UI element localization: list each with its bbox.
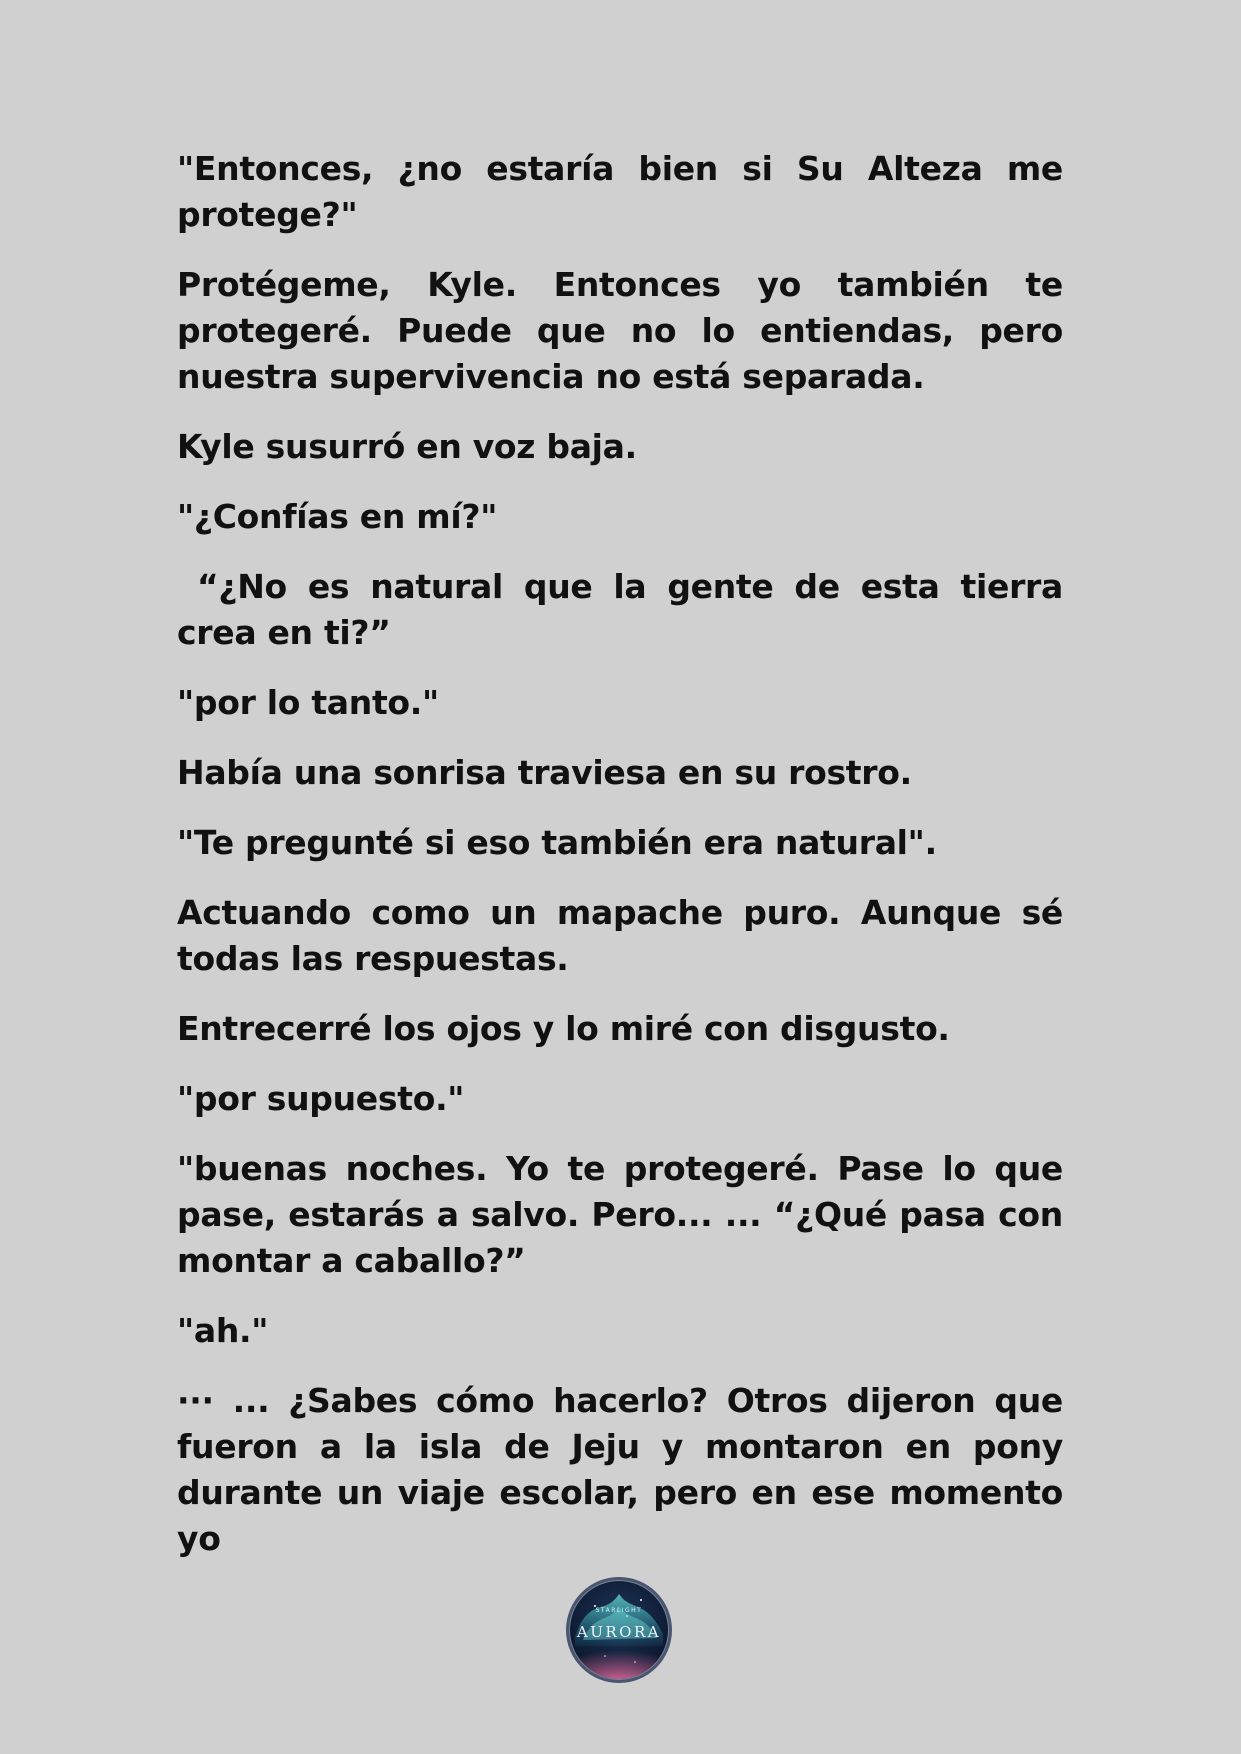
- paragraph-3: Kyle susurró en voz baja.: [177, 427, 637, 466]
- chapter-text: [177, 146, 1063, 1562]
- logo-top-text: STARLIGHT: [595, 1607, 643, 1614]
- paragraph-2: Protégeme, Kyle. Entonces yo también te protegeré. Puede que no lo entiendas, pero nuestra supervivencia no está separada.: [177, 265, 1063, 396]
- aurora-logo: [565, 1576, 673, 1684]
- paragraph-9: Actuando como un mapache puro. Aunque sé todas las respuestas.: [177, 893, 1063, 978]
- paragraph-10: Entrecerré los ojos y lo miré con disgusto.: [177, 1009, 950, 1048]
- paragraph-13: "ah.": [177, 1311, 269, 1350]
- paragraph-11: "por supuesto.": [177, 1079, 465, 1118]
- paragraph-5: “¿No es natural que la gente de esta tierra crea en ti?”: [177, 567, 1063, 652]
- paragraph-4: "¿Confías en mí?": [177, 497, 498, 536]
- aurora-logo-emblem: [565, 1576, 673, 1684]
- paragraph-14: ··· ... ¿Sabes cómo hacerlo? Otros dijeron que fueron a la isla de Jeju y montaron en pony durante un viaje escolar, pero en ese momento yo: [177, 1381, 1063, 1558]
- logo-main-text: AURORA: [576, 1623, 662, 1641]
- paragraph-12: "buenas noches. Yo te protegeré. Pase lo que pase, estarás a salvo. Pero... ... “¿Qué pasa con montar a caballo?”: [177, 1149, 1063, 1280]
- paragraph-8: "Te pregunté si eso también era natural".: [177, 823, 937, 862]
- paragraph-6: "por lo tanto.": [177, 683, 439, 722]
- paragraph-1: "Entonces, ¿no estaría bien si Su Alteza me protege?": [177, 149, 1063, 234]
- paragraph-7: Había una sonrisa traviesa en su rostro.: [177, 753, 912, 792]
